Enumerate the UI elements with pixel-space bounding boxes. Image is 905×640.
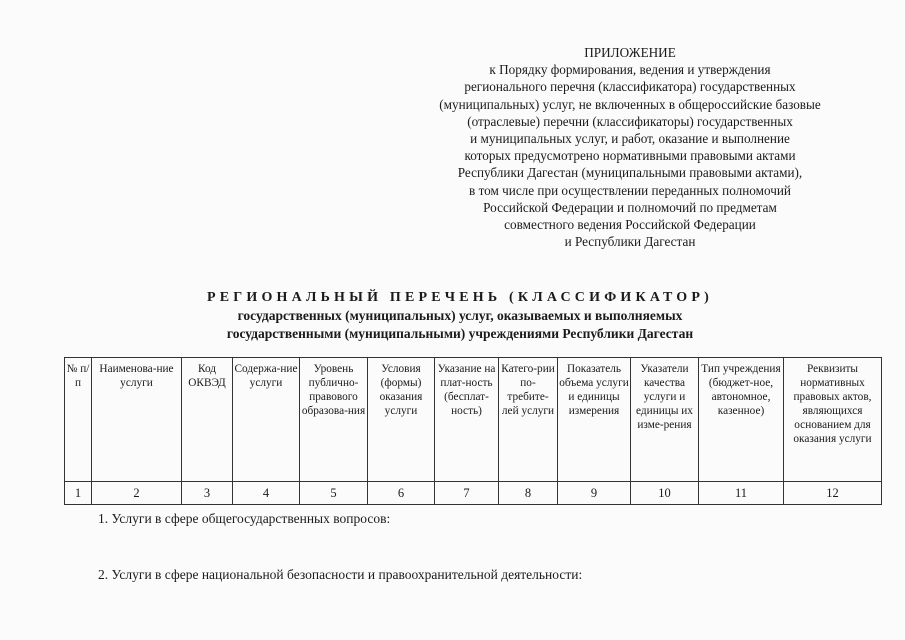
appendix-heading: ПРИЛОЖЕНИЕ bbox=[584, 45, 676, 60]
column-number-cell: 2 bbox=[92, 482, 182, 505]
column-number-cell: 7 bbox=[435, 482, 499, 505]
appendix-line: (отраслевые) перечни (классификаторы) государственных bbox=[467, 113, 793, 129]
header-cell: № п/п bbox=[65, 358, 92, 482]
header-cell: Тип учреждения (бюджет-ное, автономное, казенное) bbox=[699, 358, 784, 482]
column-number-cell: 5 bbox=[300, 482, 368, 505]
appendix-line: Республики Дагестан (муниципальными правовыми актами), bbox=[457, 165, 803, 181]
appendix-line: к Порядку формирования, ведения и утверждения bbox=[489, 62, 771, 78]
appendix-line: регионального перечня (классификатора) государственных bbox=[464, 79, 796, 95]
column-number-cell: 1 bbox=[65, 482, 92, 505]
header-cell: Наименова-ние услуги bbox=[92, 358, 182, 482]
header-cell: Условия (формы) оказания услуги bbox=[368, 358, 435, 482]
appendix-line: совместного ведения Российской Федерации bbox=[504, 217, 756, 233]
appendix-line: (муниципальных) услуг, не включенных в общероссийские базовые bbox=[439, 96, 821, 112]
column-number-cell: 3 bbox=[182, 482, 233, 505]
appendix-line: в том числе при осуществлении переданных полномочий bbox=[469, 182, 791, 198]
title-subtitle-line: государственными (муниципальными) учреждениями Республики Дагестан bbox=[226, 326, 694, 341]
header-cell: Указатели качества услуги и единицы их изме-рения bbox=[631, 358, 699, 482]
column-number-cell: 9 bbox=[558, 482, 631, 505]
header-cell: Указание на плат-ность (бесплат-ность) bbox=[435, 358, 499, 482]
appendix-line: и муниципальных услуг, и работ, оказание и выполнение bbox=[470, 131, 790, 147]
header-cell: Показатель объема услуги и единицы измерения bbox=[558, 358, 631, 482]
column-number-cell: 12 bbox=[784, 482, 882, 505]
header-cell: Уровень публично-правового образова-ния bbox=[300, 358, 368, 482]
appendix-line: Российской Федерации и полномочий по предметам bbox=[483, 199, 777, 215]
table-header-row bbox=[65, 358, 882, 482]
section-heading-2: 2. Услуги в сфере национальной безопасности и правоохранительной деятельности: bbox=[98, 567, 583, 582]
document-title bbox=[50, 289, 870, 343]
header-cell: Реквизиты нормативных правовых актов, являющихся основанием для оказания услуги bbox=[784, 358, 882, 482]
column-number-cell: 4 bbox=[233, 482, 300, 505]
title-main: РЕГИОНАЛЬНЫЙ ПЕРЕЧЕНЬ (КЛАССИФИКАТОР) bbox=[206, 290, 714, 305]
header-cell: Содержа-ние услуги bbox=[233, 358, 300, 482]
appendix-line: которых предусмотрено нормативными правовыми актами bbox=[464, 148, 796, 164]
appendix-line: и Республики Дагестан bbox=[564, 234, 696, 250]
column-number-cell: 6 bbox=[368, 482, 435, 505]
classifier-table bbox=[64, 357, 882, 505]
section-heading-1: 1. Услуги в сфере общегосударственных вопросов: bbox=[98, 511, 391, 526]
header-cell: Катего-рии по-требите-лей услуги bbox=[499, 358, 558, 482]
table-number-row bbox=[65, 482, 882, 505]
column-number-cell: 10 bbox=[631, 482, 699, 505]
appendix-block bbox=[350, 44, 905, 250]
title-subtitle-line: государственных (муниципальных) услуг, оказываемых и выполняемых bbox=[237, 308, 683, 323]
column-number-cell: 8 bbox=[499, 482, 558, 505]
column-number-cell: 11 bbox=[699, 482, 784, 505]
header-cell: Код ОКВЭД bbox=[182, 358, 233, 482]
